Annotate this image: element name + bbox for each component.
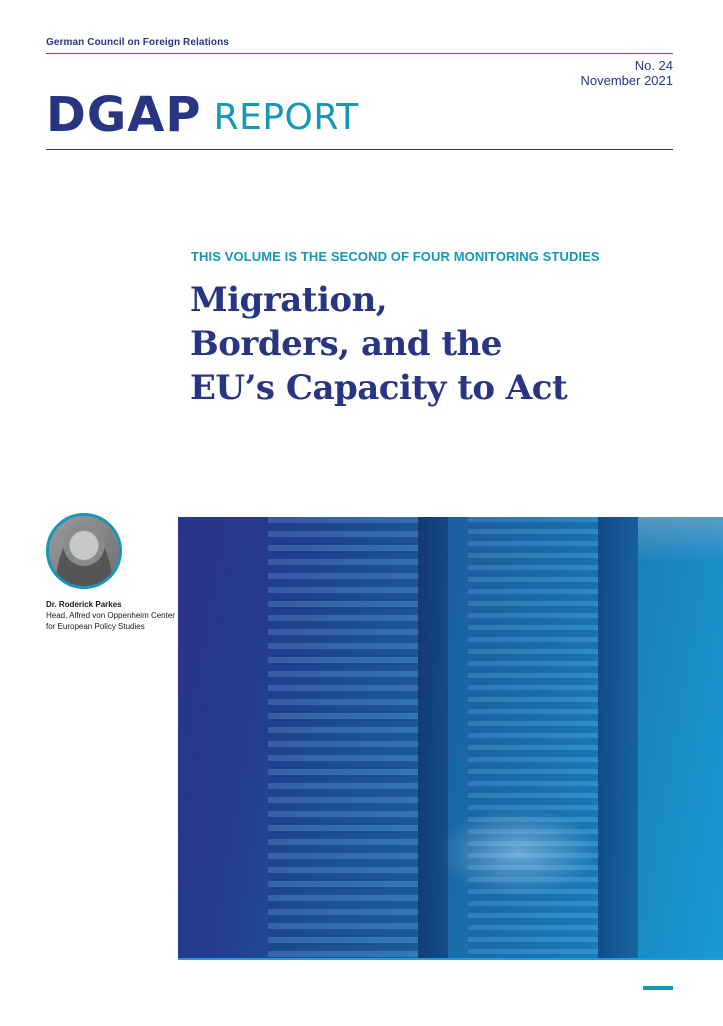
report-title	[190, 278, 567, 410]
series-kicker: THIS VOLUME IS THE SECOND OF FOUR MONITORING STUDIES	[191, 249, 600, 264]
issue-number: No. 24	[634, 58, 673, 73]
title-line-2: Borders, and the	[190, 324, 502, 364]
dgap-report-logo	[46, 87, 359, 143]
photo-fence-pole	[598, 517, 638, 960]
author-name: Dr. Roderick Parkes	[46, 600, 122, 609]
logo-dgap: DGAP	[46, 87, 202, 143]
author-role: Head, Alfred von Oppenheim Center for European Policy Studies	[46, 611, 175, 631]
photo-highlight	[438, 807, 598, 897]
logo-report: REPORT	[213, 97, 359, 138]
page-marker	[643, 986, 673, 990]
author-avatar	[46, 513, 122, 589]
photo-sky	[638, 517, 723, 562]
title-line-3: EU’s Capacity to Act	[190, 368, 568, 408]
organization-name: German Council on Foreign Relations	[46, 37, 229, 48]
cover-photo	[178, 517, 723, 960]
photo-fence-band	[268, 517, 418, 960]
photo-bottom-edge	[178, 958, 723, 960]
issue-date: November 2021	[580, 73, 673, 88]
header-top-rule	[46, 53, 673, 54]
header-bottom-rule	[46, 149, 673, 150]
title-line-1: Migration,	[190, 280, 388, 320]
